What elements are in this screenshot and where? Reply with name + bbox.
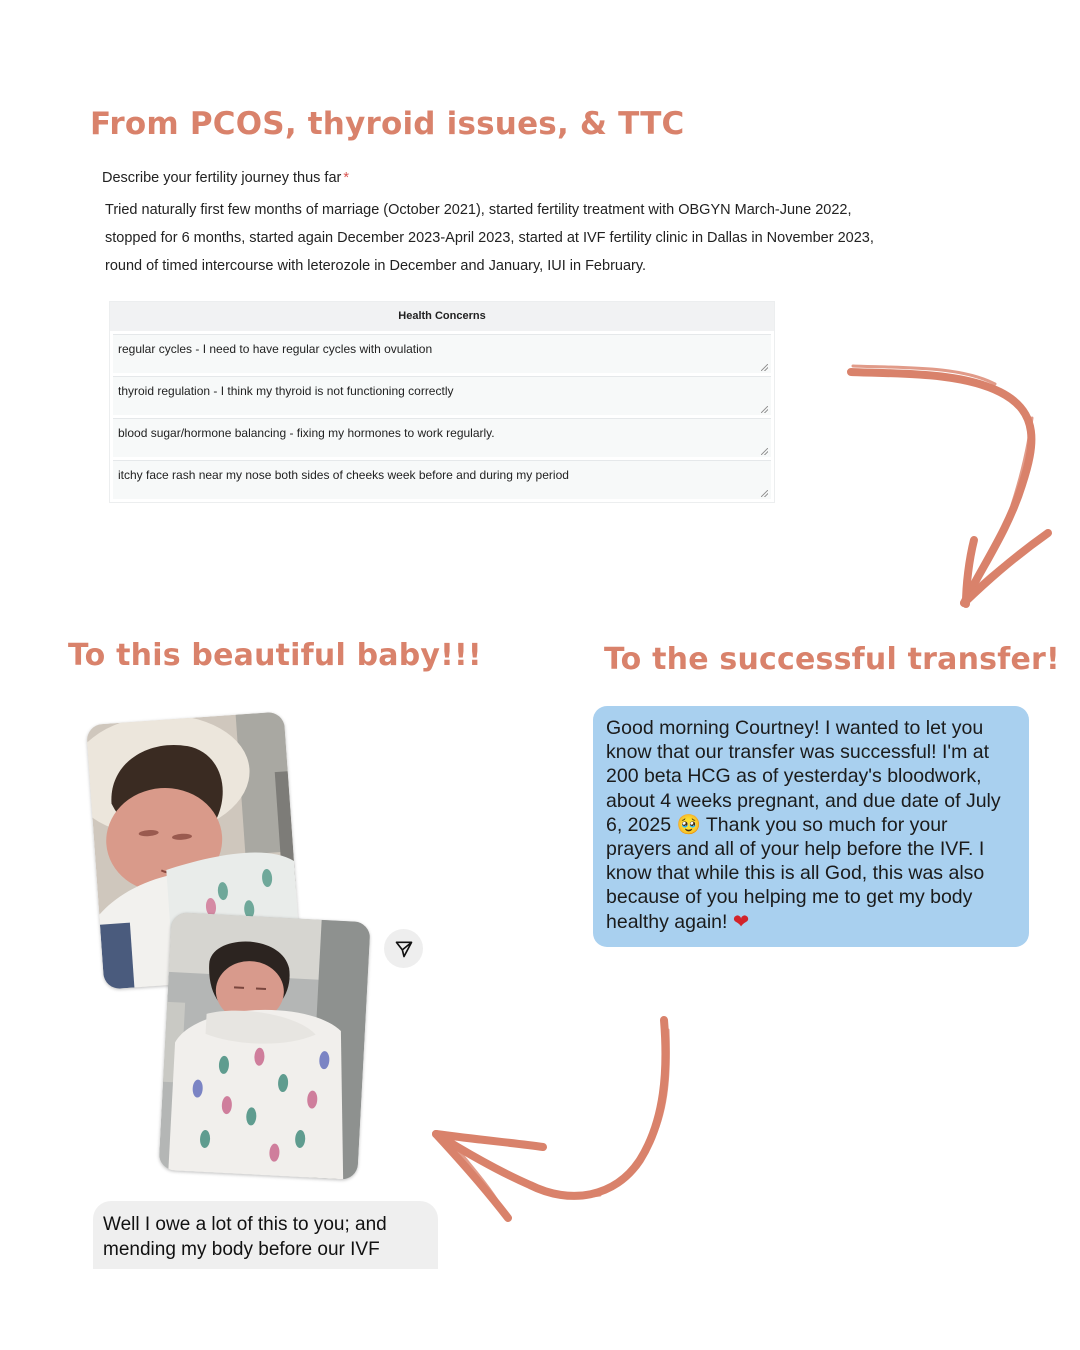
heading-beautiful-baby: To this beautiful baby!!! [68,638,482,673]
heading-successful-transfer: To the successful transfer! [604,642,1060,677]
reply-message-bubble [93,1201,438,1269]
form-label-text: Describe your fertility journey thus far [102,170,342,186]
transfer-message-text-2: Thank you so much for your prayers and all of your help before the IVF. I know that while this is all God, this was also because of you helping me to get my body healthy again! [606,813,985,933]
health-concern-text: itchy face rash near my nose both sides of cheeks week before and during my period [118,468,569,482]
health-concern-text: thyroid regulation - I think my thyroid is not functioning correctly [118,384,454,398]
health-concern-text: regular cycles - I need to have regular cycles with ovulation [118,342,433,356]
pleading-face-emoji: 🥹 [676,813,701,836]
form-answer-text: Tried naturally first few months of marriage (October 2021), started fertility treatment with OBGYN March-June 2022, stopped for 6 months, started again December 2023-April 2023, started at IVF fertility clinic in Dallas in November 2023, round of timed intercourse with leterozole in December and January, IUI in February. [105,202,874,274]
red-heart-emoji: ❤ [732,910,750,933]
reply-message-text: Well I owe a lot of this to you; and mending my body before our IVF [93,1201,438,1269]
heading-from-pcos: From PCOS, thyroid issues, & TTC [90,106,685,142]
health-concern-text: blood sugar/hormone balancing - fixing my hormones to work regularly. [118,426,495,440]
required-asterisk: * [343,170,349,186]
transfer-message-text: Good morning Courtney! I wanted to let you know that our transfer was successful! I'm at 200 beta HCG as of yesterday's bloodwork, about 4 weeks pregnant, and due date of July 6, 2025 [606,717,1001,836]
health-concerns-header: Health Concerns [110,302,774,331]
